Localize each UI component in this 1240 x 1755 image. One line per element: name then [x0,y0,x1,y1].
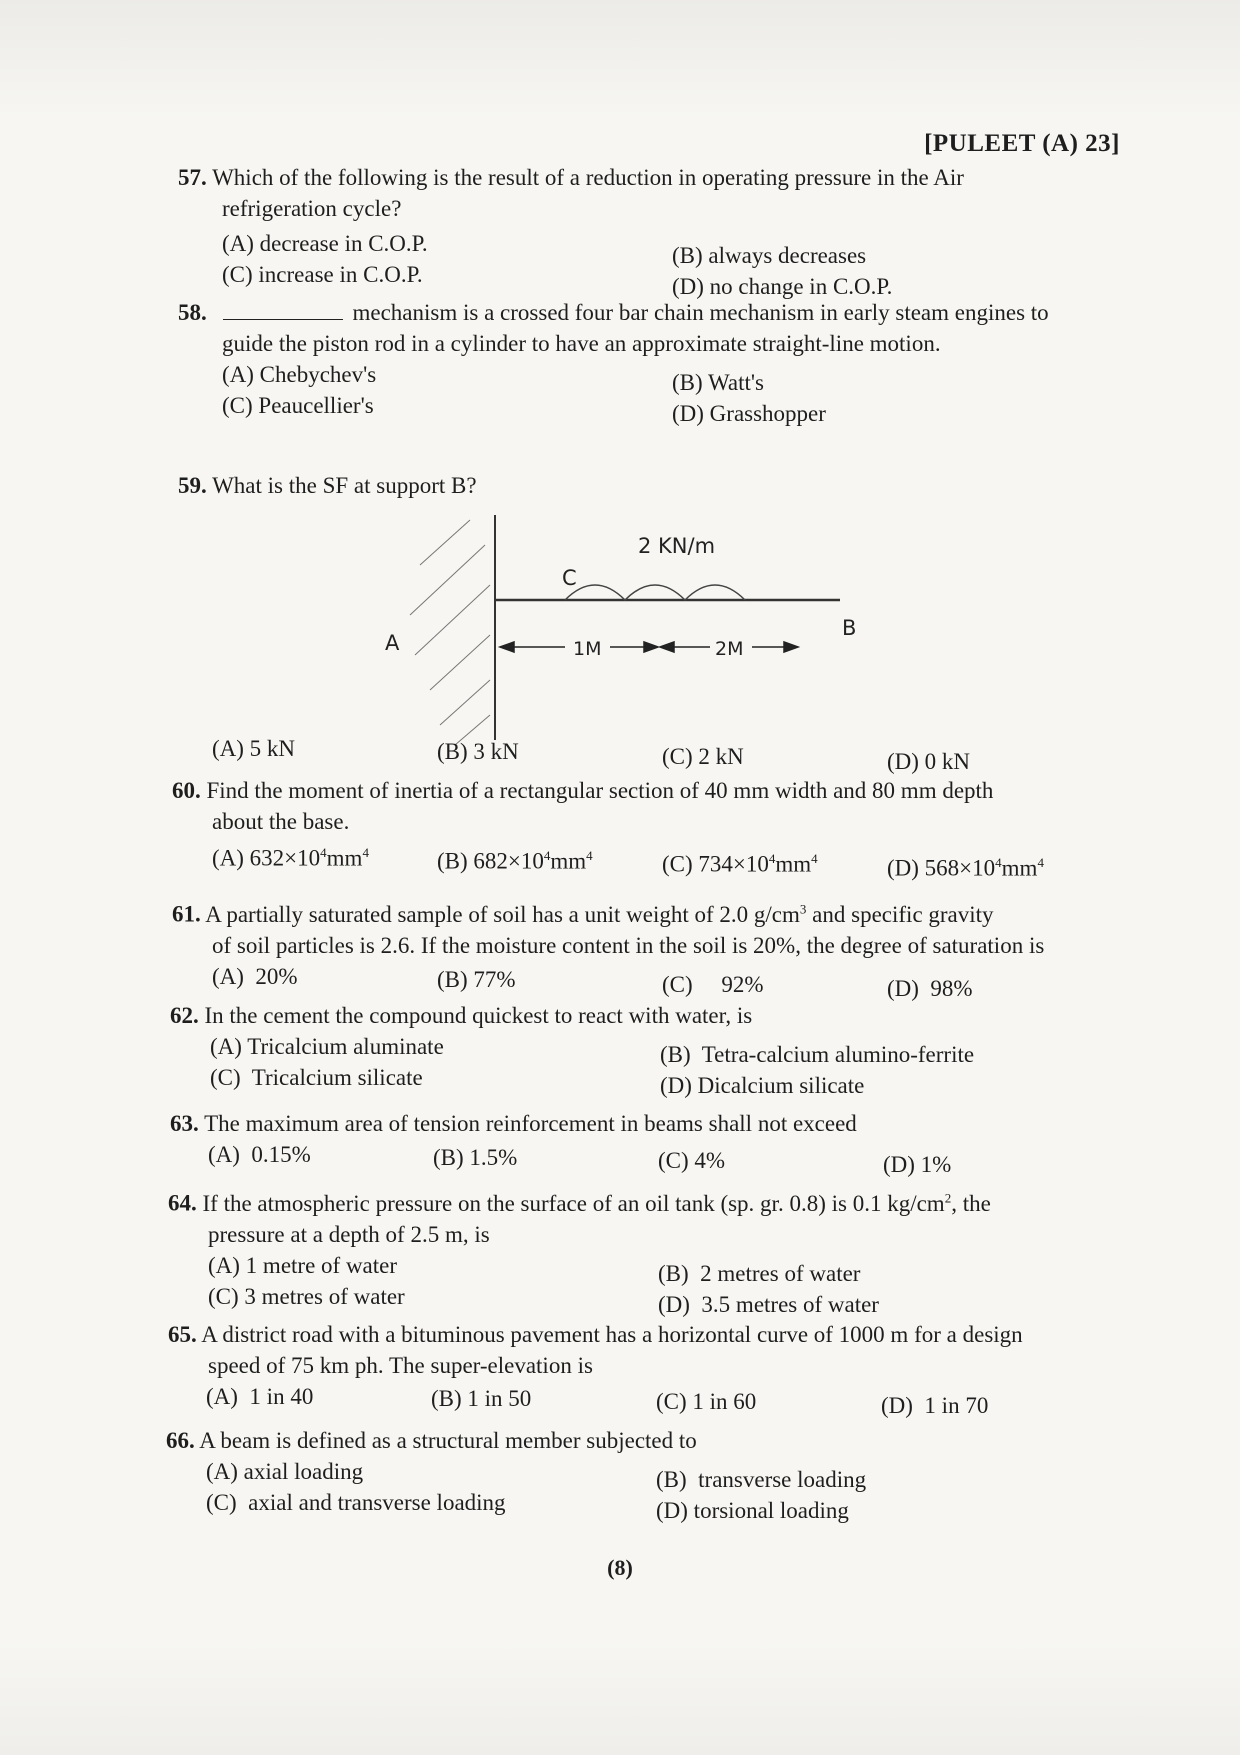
udl-load [565,585,745,600]
option-b[interactable]: (B) $682\times 10^4mm^4$ [437,848,593,874]
option-a[interactable]: (A) 5 kN [212,736,296,761]
option-b[interactable]: (B) 1.5% [433,1145,518,1170]
option-c[interactable]: (C) Peaucellier's [222,393,374,418]
question-stem: A partially saturated sample of soil has a unit weight of 2.0 $g/cm^3$ and specific gravity [205,901,994,927]
question-number: 58. [178,300,207,325]
fill-blank [223,301,343,320]
question-stem-cont: about the base. [212,809,350,834]
load-label: 2 KN/m [638,534,716,558]
question-number: 59. [178,473,207,498]
question-62 [170,1000,1120,1098]
option-d[interactable]: (D) 0 kN [887,749,971,774]
question-59 [178,470,1128,501]
option-c[interactable]: (C) 3 metres of water [208,1283,405,1309]
wall-hatching [410,520,490,745]
label-a: A [385,631,400,655]
option-b[interactable]: (B) Watt's [672,370,764,395]
option-c[interactable]: (C) 4% [658,1148,726,1173]
question-stem: In the cement the compound quickest to react with water, is [204,1003,753,1028]
span-2m-label: 2M [715,638,744,660]
question-number: 62. [170,1003,199,1028]
question-stem-cont: of soil particles is 2.6. If the moisture content in the soil is 20%, the degree of saturation is [212,932,1045,958]
option-b[interactable]: (B) transverse loading [656,1467,867,1492]
option-d[interactable]: (D) Grasshopper [672,401,826,426]
question-stem: Find the moment of inertia of a rectangular section of 40 mm width and 80 mm depth [206,778,994,803]
option-b[interactable]: (B) Tetra-calcium alumino-ferrite [660,1042,975,1067]
question-58 [178,297,1128,426]
question-59-options [178,733,1128,774]
option-a[interactable]: (A) axial loading [206,1459,364,1484]
option-c[interactable]: (C) Tricalcium silicate [210,1065,423,1090]
option-d[interactable]: (D) $568\times 10^4mm^4$ [887,855,1044,881]
question-65 [168,1319,1118,1418]
paper-code: [PULEET (A) 23] [924,130,1120,157]
question-stem: A district road with a bituminous pavement has a horizontal curve of 1000 m for a design [201,1322,1023,1347]
option-d[interactable]: (D) 3.5 metres of water [658,1291,879,1317]
option-a[interactable]: (A) Tricalcium aluminate [210,1034,444,1059]
option-a[interactable]: (A) Chebychev's [222,362,377,387]
question-stem: The maximum area of tension reinforcement in beams shall not exceed [204,1111,857,1136]
question-stem-cont: speed of 75 km ph. The super-elevation is [208,1353,593,1378]
question-63 [170,1108,1120,1177]
option-b[interactable]: (B) 3 kN [437,739,519,764]
option-d[interactable]: (D) torsional loading [656,1498,849,1523]
question-64 [168,1182,1118,1317]
question-66 [166,1425,1116,1523]
option-c[interactable]: (C) 92% [662,971,764,997]
page-number: (8) [607,1555,633,1580]
option-a[interactable]: (A) 0.15% [208,1142,311,1167]
option-c[interactable]: (C) increase in C.O.P. [222,262,423,287]
question-60 [172,775,1122,881]
option-a[interactable]: (A) $632\times 10^4mm^4$ [212,845,369,871]
option-d[interactable]: (D) 1 in 70 [881,1393,989,1418]
question-61 [172,893,1122,1001]
question-number: 65. [168,1322,197,1347]
question-number: 66. [166,1428,195,1453]
question-stem: What is the SF at support B? [212,473,477,498]
question-number: 63. [170,1111,199,1136]
option-a[interactable]: (A) 20% [212,963,298,989]
span-1m-label: 1M [573,638,602,660]
question-stem: mechanism is a crossed four bar chain mechanism in early steam engines to [352,300,1049,325]
label-b: B [842,616,857,640]
option-c[interactable]: (C) axial and transverse loading [206,1490,506,1515]
question-stem-cont: refrigeration cycle? [222,196,402,221]
question-stem-cont: pressure at a depth of 2.5 m, is [208,1221,490,1247]
question-stem: Which of the following is the result of a reduction in operating pressure in the Air [212,165,964,190]
option-b[interactable]: (B) 77% [437,966,516,992]
option-c[interactable]: (C) $734\times 10^4mm^4$ [662,851,818,877]
option-a[interactable]: (A) 1 metre of water [208,1252,398,1278]
option-d[interactable]: (D) 1% [883,1152,952,1177]
question-stem: A beam is defined as a structural member subjected to [199,1428,697,1453]
question-number: 64. [168,1190,197,1216]
question-number: 60. [172,778,201,803]
option-d[interactable]: (D) no change in C.O.P. [672,274,893,299]
option-b[interactable]: (B) 2 metres of water [658,1260,861,1286]
option-b[interactable]: (B) always decreases [672,243,867,268]
option-a[interactable]: (A) decrease in C.O.P. [222,231,428,256]
question-number: 57. [178,165,207,190]
option-c[interactable]: (C) 1 in 60 [656,1389,757,1414]
question-stem: If the atmospheric pressure on the surface of an oil tank (sp. gr. 0.8) is 0.1 $kg/cm^2$, the [202,1190,991,1216]
option-c[interactable]: (C) 2 kN [662,744,744,769]
question-number: 61. [172,901,201,927]
label-c: C [562,566,577,590]
question-stem-cont: guide the piston rod in a cylinder to have an approximate straight-line motion. [222,331,941,356]
option-d[interactable]: (D) Dicalcium silicate [660,1073,865,1098]
cantilever-beam-diagram [385,505,860,750]
option-d[interactable]: (D) 98% [887,975,973,1001]
option-b[interactable]: (B) 1 in 50 [431,1386,532,1411]
question-57 [178,162,1128,299]
option-a[interactable]: (A) 1 in 40 [206,1384,314,1409]
